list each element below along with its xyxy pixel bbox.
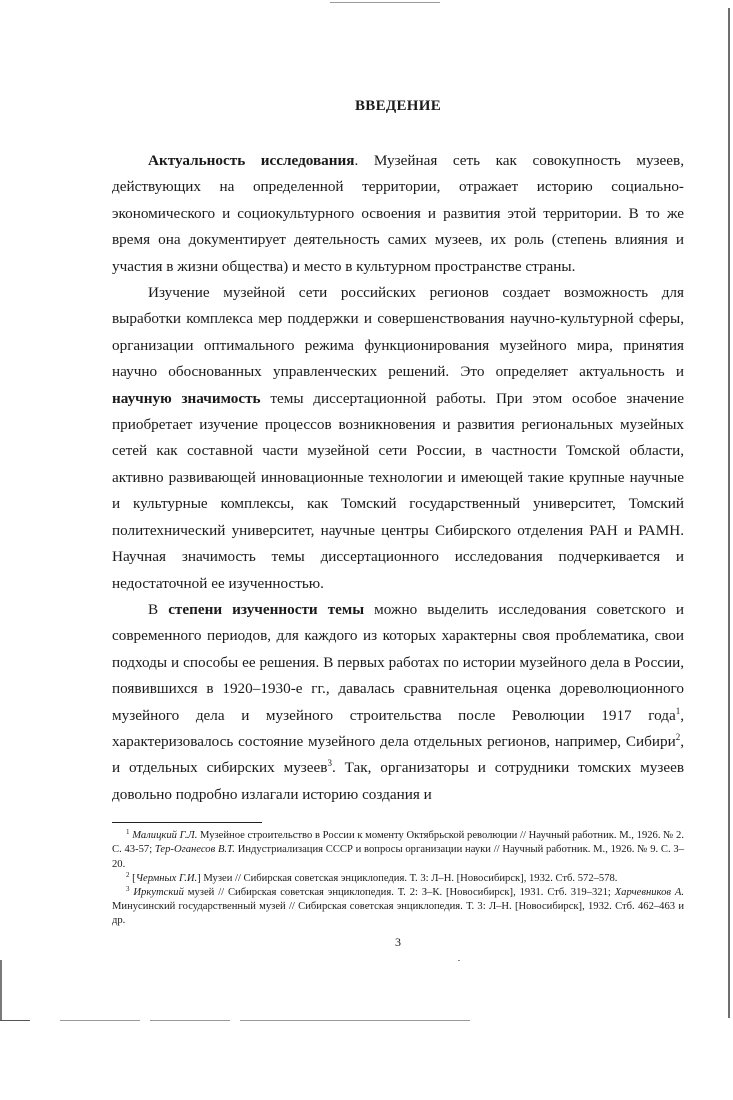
footnote-2: $^2$ [Чермных Г.И.] Музеи // Сибирская советская энциклопедия. Т. 3: Л–Н. [Новосибирск], 1932. Стб. 572–578. [126, 870, 618, 884]
document-page [112, 96, 684, 950]
relevance-heading: Актуальность исследования [148, 152, 355, 169]
significance-heading: научную значимость [112, 389, 261, 407]
study-degree-heading: степени изученности темы [168, 600, 365, 618]
page-title: ВВЕДЕНИЕ [354, 98, 442, 114]
paragraph-relevance: Актуальность исследования. Музейная сеть как совокупность музеев, действующих на определенной территории, отражает историю социально-экономического и социокультурного освоения и развития этой территории. В то же время она документирует деятельность самих музеев, их роль (степень влияния и участия в жизни общества) и место в культурном пространстве страны. [112, 152, 684, 275]
paragraph-significance: Изучение музейной сети российских регионов создает возможность для выработки комплекса мер поддержки и совершенствования научно-культурной сферы, организации оптимального режима функционирования музейного мира, принятия научно обоснованных управленческих решений. Это определяет актуальность и научную значимость темы диссертационной работы. При этом особое значение приобретает изучение процессов возникновения и развития региональных музейных сетей как составной части музейной сети России, в частности Томской области, активно развивающей инновационные технологии и имеющей такие крупные научные и культурные комплексы, как Томский государственный университет, Томский политехнический университет, научные центры Сибирского отделения РАН и РАМН. Научная значимость темы диссертационного исследования подчеркивается и недостаточной ее изученностью. [112, 284, 684, 592]
paragraph-study-degree: В степени изученности темы можно выделить исследования советского и современного периодов, для каждого из которых характерны своя проблематика, свои подходы и способы ее решения. В первых работах по истории музейного дела в России, появившихся в 1920–1930-е гг., давалась сравнительная оценка дореволюционного музейного дела и музейного строительства после Революции 1917 года$^1$, характеризовалось состояние музейного дела отдельных регионов, например, Сибири$^2$, и отдельных сибирских музеев$^3$. Так, организаторы и сотрудники томских музеев довольно подробно излагали историю создания и [112, 600, 684, 803]
footnote-3: $^3$ Иркутский музей // Сибирская советская энциклопедия. Т. 2: З–К. [Новосибирск], 1931. Стб. 319–321; Харчевников А. Минусинский государственный музей // Сибирская советская энциклопедия. Т. 3: Л–Н. [Новосибирск], 1932. Стб. 462–463 и др. [112, 884, 684, 927]
scan-artifact-bottom-4 [240, 1020, 470, 1021]
footnote-ref-3[interactable]: 3 [327, 758, 332, 769]
page-number: 3 [395, 934, 401, 949]
footnote-1: $^1$ Малицкий Г.Л. Музейное строительство в России к моменту Октябрьской революции // Научный работник. М., 1926. № 2. С. 43-57; Тер-Оганесов В.Т. Индустриализация СССР и вопросы организации науки // Научный работник. М., 1926. № 9. С. 3–20. [112, 828, 684, 870]
footnote-ref-1[interactable]: 1 [675, 705, 681, 716]
scan-artifact-top [330, 2, 440, 3]
scan-artifact-bottom-2 [60, 1020, 140, 1021]
scan-artifact-bottom-1 [0, 1020, 30, 1021]
footnote-ref-2[interactable]: 2 [675, 731, 681, 742]
scan-artifact-bottom-3 [150, 1020, 230, 1021]
scan-edge-left [0, 960, 2, 1020]
scan-dot [458, 960, 460, 961]
scan-edge-right [728, 8, 730, 1018]
footnote-separator [112, 822, 262, 823]
